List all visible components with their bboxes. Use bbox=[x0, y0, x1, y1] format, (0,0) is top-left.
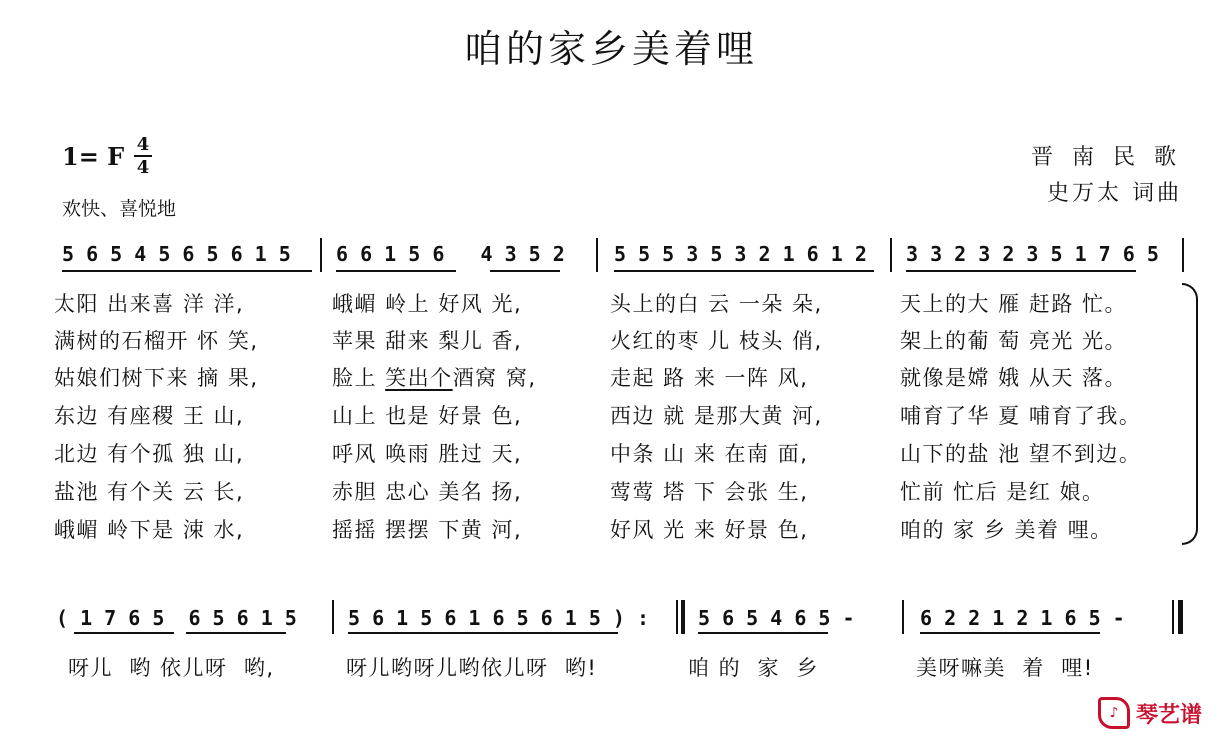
logo-icon: ♪ bbox=[1098, 697, 1130, 729]
staff1-measure-2: 6 6 1 5 6 4 3 5 2 bbox=[336, 242, 565, 266]
staff1-measure-4: 3 3 2 3 2 3 5 1 7 6 5 bbox=[906, 242, 1159, 266]
verse-7-phrase-2: 摇摇 摆摆 下黄 河, bbox=[332, 518, 523, 542]
staff1-measure-1: 5 6 5 4 5 6 5 6 1 5 bbox=[62, 242, 291, 266]
barline bbox=[890, 238, 892, 272]
beam-underline bbox=[186, 632, 286, 634]
verse-3-phrase-2 bbox=[332, 362, 537, 392]
verse-2-phrase-4: 架上的葡 萄 亮光 光。 bbox=[900, 329, 1128, 353]
tempo-marking: 欢快、喜悦地 bbox=[62, 198, 177, 220]
verse-7-phrase-4: 咱的 家 乡 美着 哩。 bbox=[900, 518, 1113, 542]
credit-origin: 晋 南 民 歌 bbox=[1031, 145, 1182, 170]
verse-6-phrase-3: 莺莺 塔 下 会张 生, bbox=[610, 480, 809, 504]
verse-3-phrase-2b: 酒窝 窝, bbox=[452, 366, 537, 390]
coda-lyric-1: 呀儿 哟 依儿呀 哟, bbox=[68, 656, 275, 680]
coda-lyric-4: 美呀嘛美 着 哩! bbox=[916, 656, 1094, 680]
barline bbox=[902, 600, 904, 634]
verse-4-phrase-3: 西边 就 是那大黄 河, bbox=[610, 404, 823, 428]
verse-3-phrase-3: 走起 路 来 一阵 风, bbox=[610, 366, 809, 390]
barline bbox=[596, 238, 598, 272]
verse-1-phrase-1: 太阳 出来喜 洋 洋, bbox=[54, 292, 245, 316]
beam-underline bbox=[348, 632, 618, 634]
verse-4-phrase-1: 东边 有座稷 王 山, bbox=[54, 404, 245, 428]
beam-underline bbox=[62, 270, 312, 272]
barline bbox=[332, 600, 334, 634]
coda-lyric-3: 咱 的 家 乡 bbox=[688, 656, 819, 680]
beam-underline bbox=[336, 270, 456, 272]
beam-underline bbox=[490, 270, 560, 272]
verse-6-phrase-1: 盐池 有个关 云 长, bbox=[54, 480, 245, 504]
beam-underline bbox=[74, 632, 174, 634]
verse-2-phrase-3: 火红的枣 儿 枝头 俏, bbox=[610, 329, 823, 353]
verse-3-phrase-2a: 脸上 bbox=[332, 366, 386, 390]
verse-5-phrase-2: 呼风 唤雨 胜过 天, bbox=[332, 442, 523, 466]
page-title: 咱的家乡美着哩 bbox=[463, 27, 758, 71]
verse-brace bbox=[1182, 283, 1198, 545]
time-signature bbox=[132, 134, 154, 178]
verse-7-phrase-3: 好风 光 来 好景 色, bbox=[610, 518, 809, 542]
credit-author: 史万太 词曲 bbox=[1047, 181, 1182, 206]
verse-3-underlined: 笑出个 bbox=[385, 366, 453, 390]
verse-4-phrase-2: 山上 也是 好景 色, bbox=[332, 404, 523, 428]
coda-lyric-2: 呀儿哟呀儿哟依儿呀 哟! bbox=[346, 656, 598, 680]
verse-1-phrase-3: 头上的白 云 一朵 朵, bbox=[610, 292, 823, 316]
meter-top: 4 bbox=[136, 134, 150, 155]
verse-3-phrase-1: 姑娘们树下来 摘 果, bbox=[54, 366, 259, 390]
staff2-measure-1: ( 1 7 6 5 6 5 6 1 5 bbox=[56, 606, 297, 630]
final-barline-thick bbox=[1178, 600, 1183, 634]
key-signature: 1= F bbox=[62, 142, 125, 171]
verse-2-phrase-1: 满树的石榴开 怀 笑, bbox=[54, 329, 259, 353]
barline bbox=[320, 238, 322, 272]
verse-5-phrase-4: 山下的盐 池 望不到边。 bbox=[900, 442, 1142, 466]
staff2-measure-4: 6 2 2 1 2 1 6 5 - bbox=[920, 606, 1125, 630]
final-barline bbox=[1172, 600, 1174, 634]
staff2-measure-2: 5 6 1 5 6 1 6 5 6 1 5 ) : bbox=[348, 606, 650, 630]
repeat-barline-thick bbox=[681, 600, 685, 634]
barline bbox=[1182, 238, 1184, 272]
beam-underline bbox=[698, 632, 828, 634]
beam-underline bbox=[906, 270, 1136, 272]
verse-2-phrase-2: 苹果 甜来 梨儿 香, bbox=[332, 329, 523, 353]
verse-5-phrase-1: 北边 有个孤 独 山, bbox=[54, 442, 245, 466]
repeat-barline bbox=[676, 600, 678, 634]
verse-4-phrase-4: 哺育了华 夏 哺育了我。 bbox=[900, 404, 1142, 428]
beam-underline bbox=[920, 632, 1100, 634]
verse-6-phrase-2: 赤胆 忠心 美名 扬, bbox=[332, 480, 523, 504]
meter-bottom: 4 bbox=[136, 157, 150, 178]
staff1-measure-3: 5 5 5 3 5 3 2 1 6 1 2 bbox=[614, 242, 867, 266]
beam-underline bbox=[614, 270, 874, 272]
watermark-logo bbox=[1098, 697, 1202, 729]
verse-5-phrase-3: 中条 山 来 在南 面, bbox=[610, 442, 809, 466]
watermark-text: 琴艺谱 bbox=[1135, 702, 1202, 728]
verse-3-phrase-4: 就像是嫦 娥 从天 落。 bbox=[900, 366, 1128, 390]
verse-1-phrase-4: 天上的大 雁 赶路 忙。 bbox=[900, 292, 1128, 316]
verse-7-phrase-1: 峨嵋 岭下是 涑 水, bbox=[54, 518, 245, 542]
verse-1-phrase-2: 峨嵋 岭上 好风 光, bbox=[332, 292, 523, 316]
staff2-measure-3: 5 6 5 4 6 5 - bbox=[698, 606, 855, 630]
verse-6-phrase-4: 忙前 忙后 是红 娘。 bbox=[900, 480, 1105, 504]
